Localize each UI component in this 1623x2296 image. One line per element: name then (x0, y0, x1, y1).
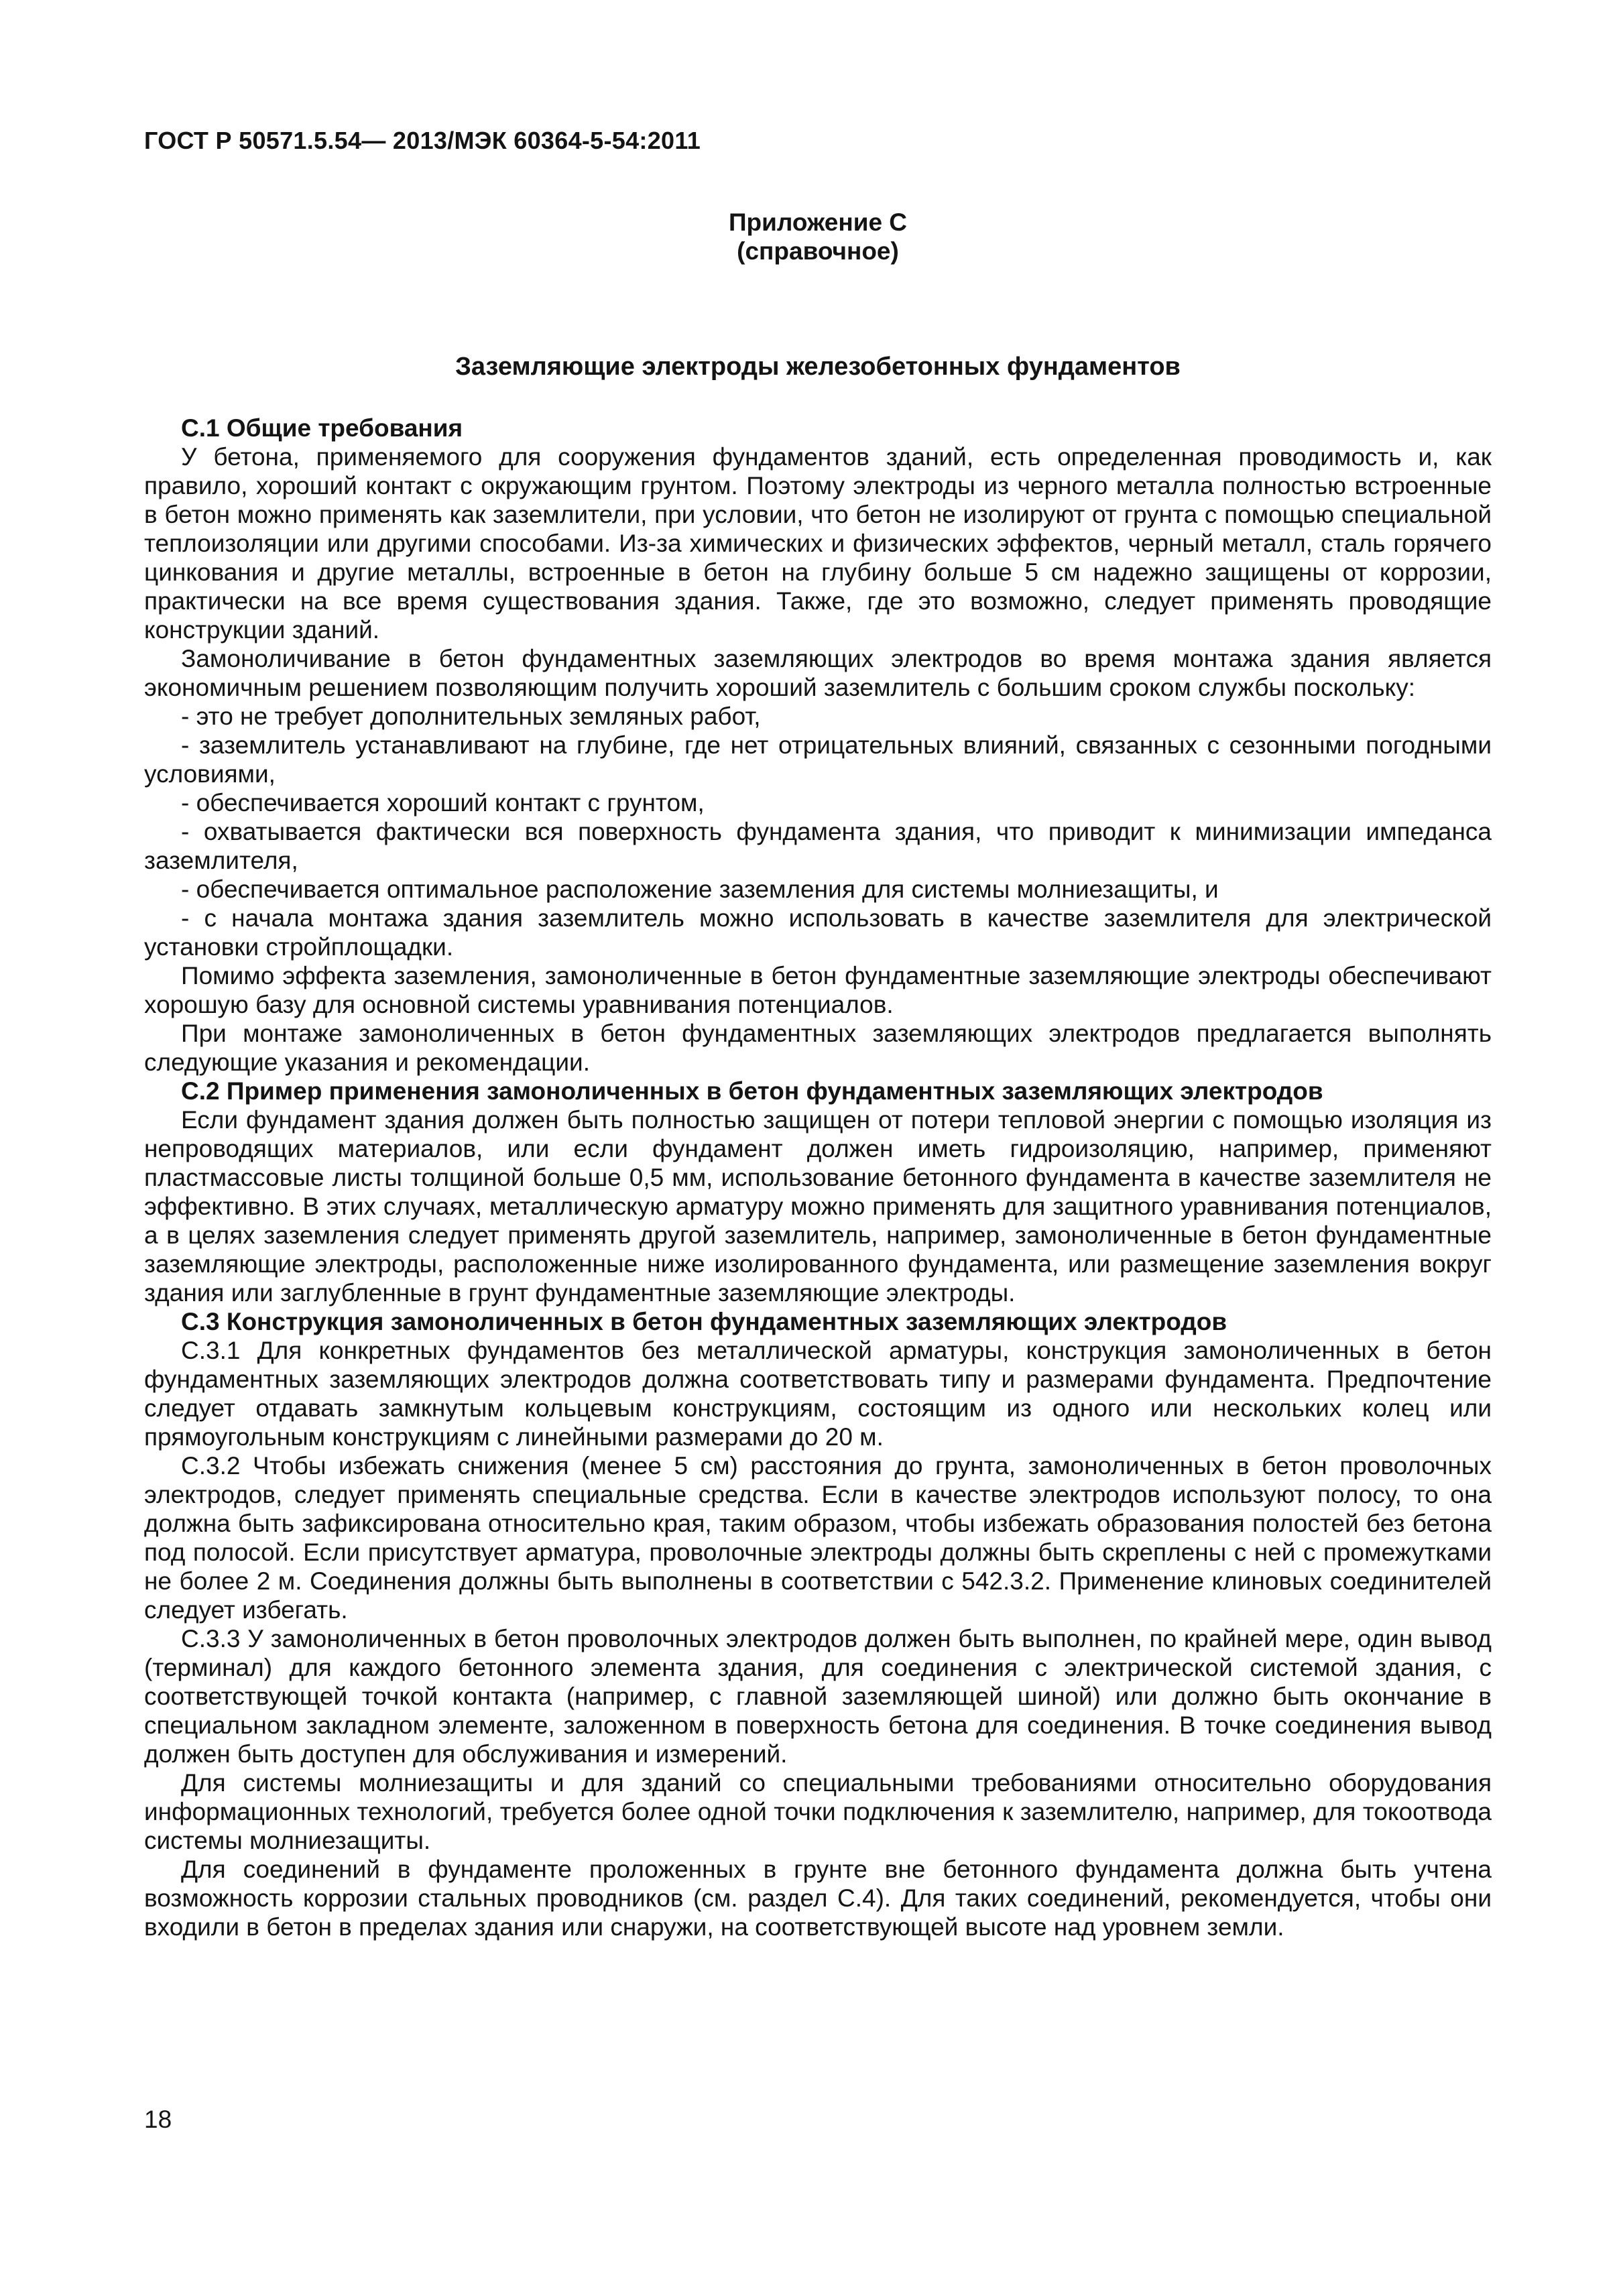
paragraph-lightning: Для системы молниезащиты и для зданий со специальными требованиями относительно оборудования информационных технологий, требуется более одной точки подключения к заземлителю, например, для токоотвода системы молниезащиты. (144, 1769, 1492, 1854)
list-item-6: - с начала монтажа здания заземлитель можно использовать в качестве заземлителя для электрической установки стройплощадки. (144, 904, 1492, 961)
list-item-3: - обеспечивается хороший контакт с грунтом, (181, 789, 705, 817)
list-item-4: - охватывается фактически вся поверхность фундамента здания, что приводит к минимизации импеданса заземлителя, (144, 818, 1492, 874)
paragraph-c1-mounting: При монтаже замоноличенных в бетон фундаментных заземляющих электродов предлагается выполнять следующие указания и рекомендации. (144, 1020, 1492, 1076)
paragraph-c3-2: С.3.2 Чтобы избежать снижения (менее 5 см) расстояния до грунта, замоноличенных в бетон проволочных электродов, следует применять специальные средства. Если в качестве электродов используют полосу, то она должна быть зафиксирована относительно края, таким образом, чтобы избежать образования полостей без бетона под полосой. Если присутствует арматура, проволочные электроды должны быть скреплены с ней с промежутками не более 2 м. Соединения должны быть выполнены в соответствии с 542.3.2. Применение клиновых соединителей следует избегать. (144, 1452, 1492, 1624)
section-c2-heading: С.2 Пример применения замоноличенных в бетон фундаментных заземляющих электродов (181, 1077, 1323, 1105)
annex-title: Приложение С (728, 208, 908, 236)
list-item-1: - это не требует дополнительных земляных работ, (181, 703, 761, 730)
document-body (144, 414, 1492, 1941)
section-c3-heading: С.3 Конструкция замоноличенных в бетон фундаментных заземляющих электродов (181, 1308, 1227, 1335)
running-header: ГОСТ Р 50571.5.54— 2013/МЭК 60364-5-54:2011 (144, 127, 701, 154)
list-item-2: - заземлитель устанавливают на глубине, где нет отрицательных влияний, связанных с сезонными погодными условиями, (144, 731, 1492, 788)
annex-heading (144, 208, 1492, 265)
document-title: Заземляющие электроды железобетонных фундаментов (455, 353, 1181, 381)
paragraph-c3-3: С.3.3 У замоноличенных в бетон проволочных электродов должен быть выполнен, по крайней мере, один вывод (терминал) для каждого бетонного элемента здания, для соединения с электрической системой здания, с соответствующей точкой контакта (например, с главной заземляющей шиной) или должно быть окончание в специальном закладном элементе, заложенном в поверхность бетона для соединения. В точке соединения вывод должен быть доступен для обслуживания и измерений. (144, 1625, 1492, 1768)
paragraph-corrosion: Для соединений в фундаменте проложенных в грунте вне бетонного фундамента должна быть учтена возможность коррозии стальных проводников (см. раздел С.4). Для таких соединений, рекомендуется, чтобы они входили в бетон в пределах здания или снаружи, на соответствующей высоте над уровнем земли. (144, 1856, 1492, 1941)
paragraph-c1-intro: У бетона, применяемого для сооружения фундаментов зданий, есть определенная проводимость и, как правило, хороший контакт с окружающим грунтом. Поэтому электроды из черного металла полностью встроенные в бетон можно применять как заземлители, при условии, что бетон не изолируют от грунта с помощью специальной теплоизоляции или другими способами. Из-за химических и физических эффектов, черный металл, сталь горячего цинкования и другие металлы, встроенные в бетон на глубину больше 5 см надежно защищены от коррозии, практически на все время существования здания. Также, где это возможно, следует применять проводящие конструкции зданий. (144, 443, 1492, 644)
annex-subtitle: (справочное) (737, 237, 899, 265)
paragraph-c1-benefits: Замоноличивание в бетон фундаментных заземляющих электродов во время монтажа здания является экономичным решением позволяющим получить хороший заземлитель с большим сроком службы поскольку: (144, 645, 1492, 701)
list-item-5: - обеспечивается оптимальное расположение заземления для системы молниезащиты, и (181, 875, 1219, 903)
paragraph-c3-1: С.3.1 Для конкретных фундаментов без металлической арматуры, конструкция замоноличенных в бетон фундаментных заземляющих электродов должна соответствовать типу и размерами фундамента. Предпочтение следует отдавать замкнутым кольцевым конструкциям, состоящим из одного или нескольких колец или прямоугольным конструкциям с линейными размерами до 20 м. (144, 1337, 1492, 1451)
paragraph-c1-besides: Помимо эффекта заземления, замоноличенные в бетон фундаментные заземляющие электроды обеспечивают хорошую базу для основной системы уравнивания потенциалов. (144, 962, 1492, 1018)
section-c1-heading: С.1 Общие требования (181, 414, 463, 442)
paragraph-c2-body: Если фундамент здания должен быть полностью защищен от потери тепловой энергии с помощью изоляция из непроводящих материалов, или если фундамент должен иметь гидроизоляцию, например, применяют пластмассовые листы толщиной больше 0,5 мм, использование бетонного фундамента в качестве заземлителя не эффективно. В этих случаях, металлическую арматуру можно применять для защитного уравнивания потенциалов, а в целях заземления следует применять другой заземлитель, например, замоноличенные в бетон фундаментные заземляющие электроды, расположенные ниже изолированного фундамента, или размещение заземления вокруг здания или заглубленные в грунт фундаментные заземляющие электроды. (144, 1106, 1492, 1307)
page-number: 18 (144, 2106, 172, 2133)
